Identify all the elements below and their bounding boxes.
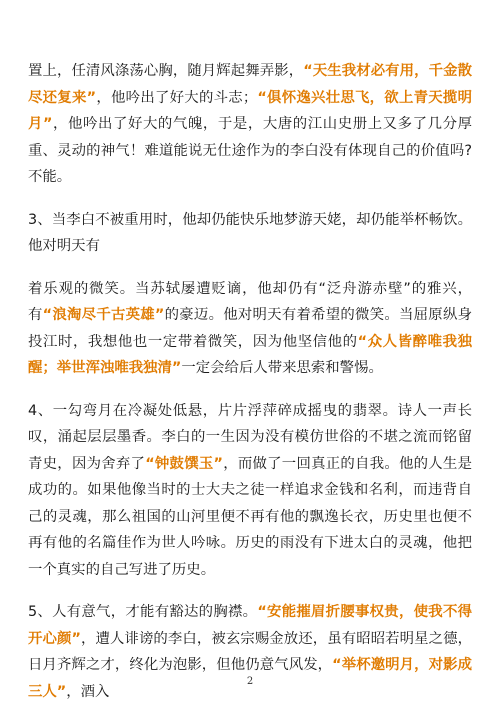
paragraph-4 — [28, 398, 472, 584]
text-segment: 一定会给后人带来思索和警惕。 — [181, 360, 383, 376]
quote-highlight: “举杯邀明月，对影成三人” — [28, 657, 472, 700]
quote-highlight: “浪淘尽千古英雄” — [42, 307, 165, 323]
text-segment: ，他吟出了好大的气魄，于是，大唐的江山史册上又多了几分厚重、灵动的神气！难道能说无仕途作为的李白没有体现自己的价值吗?不能。 — [28, 116, 472, 185]
text-segment: ，遭人诽谤的李白，被玄宗赐金放还，虽有昭昭若明星之德，日月齐辉之才，终化为泡影，但他仍意气风发， — [28, 630, 472, 673]
text-segment: 置上，任清风涤荡心胸，随月辉起舞弄影， — [28, 63, 304, 79]
paragraph-5 — [28, 599, 472, 705]
quote-highlight: “俱怀逸兴壮思飞，欲上青天揽明月” — [28, 89, 472, 132]
text-segment: 4、一勾弯月在冷凝处低悬，片片浮萍碎成摇曳的翡翠。诗人一声长叹，涌起层层墨香。李白的一生因为没有模仿世俗的不堪之流而铭留青史，因为舍弃了 — [28, 402, 472, 472]
text-segment: 3、当李白不被重用时，他却仍能快乐地梦游天姥，却仍能举杯畅饮。他对明天有 — [28, 211, 472, 254]
quote-highlight: “安能摧眉折腰事权贵，使我不得开心颜” — [28, 604, 472, 647]
text-segment: ，酒入 — [66, 683, 110, 700]
text-segment: ，而做了一回真正的自我。他的人生是成功的。如果他像当时的士大夫之徒一样追求金钱和名利，而违背自己的灵魂，那么祖国的山河里便不再有他的飘逸长衣，历史里也便不再有他的名篇佳作为世人吟咏。历史的雨没有下进太白的灵魂，他把一个真实的自己写进了历史。 — [28, 455, 472, 578]
quote-highlight: “天生我材必有用，千金散尽还复来” — [28, 63, 472, 106]
paragraph-2 — [28, 207, 472, 260]
text-segment: 着乐观的微笑。当苏轼屡遭贬谪，他却仍有“泛舟游赤壁”的雅兴，有 — [28, 280, 472, 323]
quote-highlight: “钟鼓馔玉” — [145, 455, 223, 472]
text-segment: ，他吟出了好大的斗志； — [96, 89, 258, 106]
text-segment: 的豪迈。他对明天有着希望的微笑。当屈原纵身投江时，我想他也一定带着微笑，因为他坚信他的 — [28, 307, 472, 350]
paragraph-3 — [28, 276, 472, 382]
page-number: 2 — [246, 676, 254, 687]
text-segment: 5、人有意气，才能有豁达的胸襟。 — [28, 604, 258, 620]
document-body — [28, 58, 472, 705]
paragraph-1 — [28, 58, 472, 191]
quote-highlight: “众人皆醉唯我独醒；举世浑浊唯我独清” — [28, 333, 472, 376]
